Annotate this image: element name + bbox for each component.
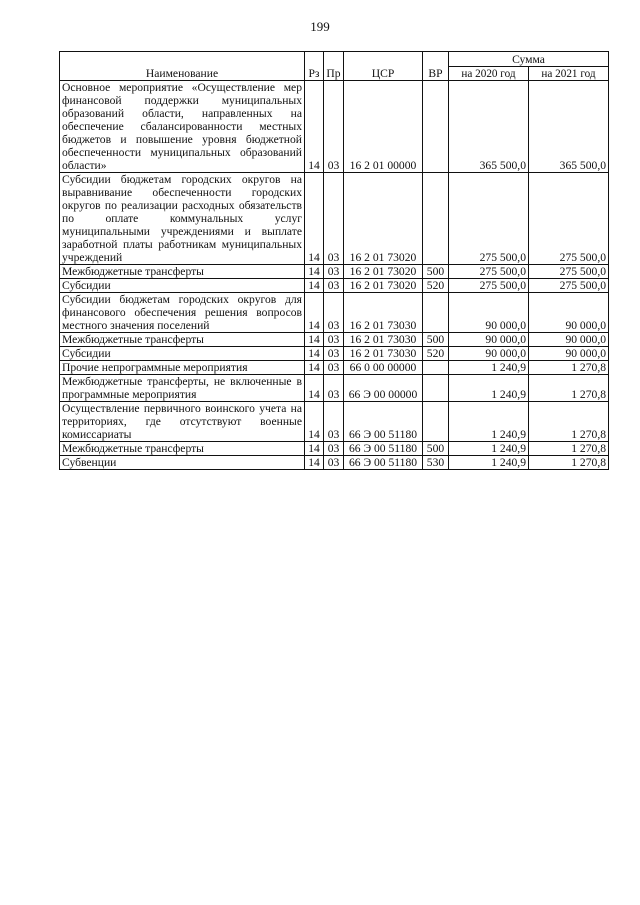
- cell-rz: 14: [305, 347, 324, 361]
- cell-sum-2020: 275 500,0: [449, 173, 529, 265]
- cell-pr: 03: [324, 81, 344, 173]
- cell-rz: 14: [305, 173, 324, 265]
- cell-csr: 16 2 01 73030: [344, 333, 423, 347]
- cell-name: Субсидии: [60, 279, 305, 293]
- table-row: [60, 347, 609, 361]
- cell-vr: 500: [423, 265, 449, 279]
- cell-name: Межбюджетные трансферты: [60, 442, 305, 456]
- table-row: [60, 279, 609, 293]
- cell-name: Межбюджетные трансферты: [60, 333, 305, 347]
- cell-csr: 66 Э 00 51180: [344, 402, 423, 442]
- header-sum: Сумма: [449, 52, 609, 67]
- cell-pr: 03: [324, 442, 344, 456]
- cell-sum-2021: 1 270,8: [529, 456, 609, 470]
- header-row: [60, 52, 609, 67]
- cell-rz: 14: [305, 265, 324, 279]
- cell-sum-2021: 275 500,0: [529, 173, 609, 265]
- cell-csr: 16 2 01 73020: [344, 173, 423, 265]
- cell-rz: 14: [305, 402, 324, 442]
- cell-sum-2020: 1 240,9: [449, 375, 529, 402]
- cell-vr: [423, 375, 449, 402]
- table-row: [60, 402, 609, 442]
- cell-pr: 03: [324, 265, 344, 279]
- cell-csr: 66 Э 00 51180: [344, 456, 423, 470]
- header-name: Наименование: [60, 52, 305, 81]
- table-row: [60, 456, 609, 470]
- cell-vr: 500: [423, 333, 449, 347]
- cell-pr: 03: [324, 333, 344, 347]
- cell-vr: 530: [423, 456, 449, 470]
- cell-sum-2021: 1 270,8: [529, 442, 609, 456]
- cell-name: Осуществление первичного воинского учета на территориях, где отсутствуют военные комиссариаты: [60, 402, 305, 442]
- cell-pr: 03: [324, 347, 344, 361]
- cell-rz: 14: [305, 293, 324, 333]
- cell-sum-2021: 90 000,0: [529, 347, 609, 361]
- header-2021: на 2021 год: [529, 67, 609, 81]
- table-row: [60, 265, 609, 279]
- cell-sum-2020: 90 000,0: [449, 347, 529, 361]
- cell-pr: 03: [324, 361, 344, 375]
- cell-csr: 16 2 01 00000: [344, 81, 423, 173]
- table-row: [60, 361, 609, 375]
- cell-rz: 14: [305, 333, 324, 347]
- cell-name: Субсидии: [60, 347, 305, 361]
- cell-sum-2021: 90 000,0: [529, 333, 609, 347]
- cell-csr: 66 Э 00 51180: [344, 442, 423, 456]
- cell-csr: 16 2 01 73020: [344, 265, 423, 279]
- cell-vr: [423, 361, 449, 375]
- cell-sum-2021: 275 500,0: [529, 279, 609, 293]
- budget-table: [59, 51, 609, 470]
- header-csr: ЦСР: [344, 52, 423, 81]
- cell-sum-2021: 90 000,0: [529, 293, 609, 333]
- table-body: [60, 81, 609, 470]
- cell-rz: 14: [305, 361, 324, 375]
- table-row: [60, 81, 609, 173]
- cell-sum-2021: 1 270,8: [529, 402, 609, 442]
- cell-sum-2020: 1 240,9: [449, 402, 529, 442]
- cell-rz: 14: [305, 81, 324, 173]
- cell-vr: [423, 402, 449, 442]
- cell-sum-2021: 275 500,0: [529, 265, 609, 279]
- header-pr: Пр: [324, 52, 344, 81]
- cell-csr: 16 2 01 73020: [344, 279, 423, 293]
- cell-vr: 520: [423, 347, 449, 361]
- cell-sum-2020: 275 500,0: [449, 265, 529, 279]
- cell-vr: 500: [423, 442, 449, 456]
- cell-vr: [423, 81, 449, 173]
- header-2020: на 2020 год: [449, 67, 529, 81]
- cell-sum-2020: 365 500,0: [449, 81, 529, 173]
- cell-sum-2020: 90 000,0: [449, 293, 529, 333]
- header-rz: Рз: [305, 52, 324, 81]
- cell-rz: 14: [305, 279, 324, 293]
- cell-csr: 16 2 01 73030: [344, 347, 423, 361]
- cell-sum-2020: 90 000,0: [449, 333, 529, 347]
- cell-name: Субсидии бюджетам городских округов на выравнивание обеспеченности городских округов по реализации расходных обязательств по оплате коммунальных услуг муниципальными учреждениями и выплате заработной платы работникам муниципальных учреждений: [60, 173, 305, 265]
- table-row: [60, 375, 609, 402]
- cell-pr: 03: [324, 293, 344, 333]
- table-row: [60, 333, 609, 347]
- cell-vr: [423, 293, 449, 333]
- cell-name: Субвенции: [60, 456, 305, 470]
- cell-rz: 14: [305, 456, 324, 470]
- cell-name: Субсидии бюджетам городских округов для финансового обеспечения решения вопросов местного значения поселений: [60, 293, 305, 333]
- cell-csr: 66 Э 00 00000: [344, 375, 423, 402]
- cell-sum-2020: 1 240,9: [449, 361, 529, 375]
- cell-sum-2021: 365 500,0: [529, 81, 609, 173]
- cell-name: Межбюджетные трансферты: [60, 265, 305, 279]
- cell-name: Основное мероприятие «Осуществление мер финансовой поддержки муниципальных образований области, направленных на обеспечение сбалансированности местных бюджетов и повышение уровня бюджетной обеспеченности муниципальных образований области»: [60, 81, 305, 173]
- header-vr: ВР: [423, 52, 449, 81]
- cell-sum-2020: 1 240,9: [449, 456, 529, 470]
- table-row: [60, 293, 609, 333]
- cell-pr: 03: [324, 279, 344, 293]
- table-row: [60, 173, 609, 265]
- cell-pr: 03: [324, 402, 344, 442]
- cell-rz: 14: [305, 375, 324, 402]
- cell-vr: 520: [423, 279, 449, 293]
- page-number: 199: [310, 19, 330, 34]
- cell-pr: 03: [324, 375, 344, 402]
- cell-pr: 03: [324, 456, 344, 470]
- cell-name: Межбюджетные трансферты, не включенные в программные мероприятия: [60, 375, 305, 402]
- cell-name: Прочие непрограммные мероприятия: [60, 361, 305, 375]
- cell-rz: 14: [305, 442, 324, 456]
- cell-pr: 03: [324, 173, 344, 265]
- cell-sum-2020: 1 240,9: [449, 442, 529, 456]
- cell-sum-2021: 1 270,8: [529, 361, 609, 375]
- cell-sum-2021: 1 270,8: [529, 375, 609, 402]
- table-row: [60, 442, 609, 456]
- cell-csr: 66 0 00 00000: [344, 361, 423, 375]
- cell-csr: 16 2 01 73030: [344, 293, 423, 333]
- cell-sum-2020: 275 500,0: [449, 279, 529, 293]
- cell-vr: [423, 173, 449, 265]
